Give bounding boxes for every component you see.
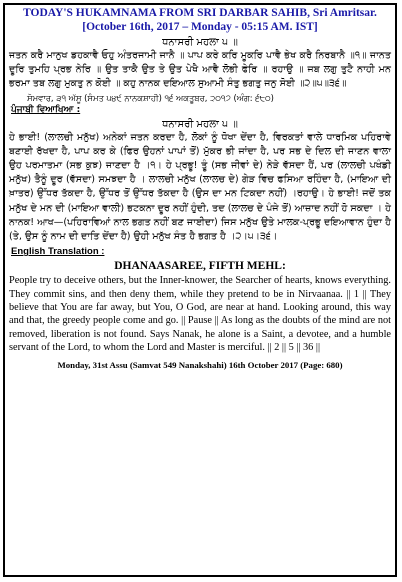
english-title: DHANAASAREE, FIFTH MEHL:: [114, 260, 286, 273]
gurmukhi-title: ਧਨਾਸਰੀ ਮਹਲਾ ੫ ॥: [162, 37, 238, 48]
punjabi-title: ਧਨਾਸਰੀ ਮਹਲਾ ੫ ॥: [162, 118, 238, 130]
page-header: [5, 6, 395, 34]
page-title: TODAY'S HUKAMNAMA FROM SRI DARBAR SAHIB, Sri Amritsar.: [23, 7, 377, 19]
date-line: [October 16th, 2017 – Monday - 05:15 AM. IST]: [82, 21, 318, 33]
english-label: English Translation :: [11, 246, 105, 258]
gurmukhi-meta: ਸੋਮਵਾਰ, ੩੧ ਅੱਸੂ (ਸੰਮਤ ੫੪੯ ਨਾਨਕਸ਼ਾਹੀ) ੧੬ ਅਕਤੂਬਰ, ੨੦੧੭ (ਅੰਗ: ੬੮੦): [27, 92, 274, 103]
punjabi-text: ਹੇ ਭਾਈ! (ਲਾਲਚੀ ਮਨੁੱਖ) ਅਨੇਕਾਂ ਜਤਨ ਕਰਦਾ ਹੈ, ਲੋਕਾਂ ਨੂੰ ਧੋਖਾ ਦੇਂਦਾ ਹੈ, ਵਿਰਕਤਾਂ ਵਾਲੇ ਧਾਰਮਿਕ ਪਹਿਰਾਵੇ ਬਣਾਈ ਰੱਖਦਾ ਹੈ, ਪਾਪ ਕਰ ਕੇ (ਫਿਰ ਉਹਨਾਂ ਪਾਪਾਂ ਤੋਂ) ਮੁੱਕਰ ਭੀ ਜਾਂਦਾ ਹੈ, ਪਰ ਸਭ ਦੇ ਦਿਲ ਦੀ ਜਾਣਨ ਵਾਲਾ ਉਹ ਪਰਮਾਤਮਾ (ਸਭ ਕੁਝ) ਜਾਣਦਾ ਹੈ ।੧। ਹੇ ਪ੍ਰਭੂ! ਤੂੰ (ਸਭ ਜੀਵਾਂ ਦੇ) ਨੇੜੇ ਵੱਸਦਾ ਹੈਂ, ਪਰ (ਲਾਲਚੀ ਪਖੰਡੀ ਮਨੁੱਖ) ਤੈਨੂੰ ਦੂਰ (ਵੱਸਦਾ) ਸਮਝਦਾ ਹੈ । ਲਾਲਚੀ ਮਨੁੱਖ (ਲਾਲਚ ਦੇ) ਗੇੜ ਵਿਚ ਫਸਿਆ ਰਹਿੰਦਾ ਹੈ, (ਮਾਇਆ ਦੀ ਖ਼ਾਤਰ) ਉੱਧਰ ਤੱਕਦਾ ਹੈ, ਉੱਧਰ ਤੋਂ ਉੱਧਰ ਤੱਕਦਾ ਹੈ (ਉਸ ਦਾ ਮਨ ਟਿਕਦਾ ਨਹੀਂ) ।ਰਹਾਉ। ਹੇ ਭਾਈ! ਜਦੋਂ ਤਕ ਮਨੁੱਖ ਦੇ ਮਨ ਦੀ (ਮਾਇਆ ਵਾਲੀ) ਭਟਕਨਾ ਦੂਰ ਨਹੀਂ ਹੁੰਦੀ, ਤਦ (ਲਾਲਚ ਦੇ ਪੰਜੇ ਤੋਂ) ਆਜ਼ਾਦ ਨਹੀਂ ਹੋ ਸਕਦਾ । ਹੇ ਨਾਨਕ! ਆਖ—(ਪਹਿਰਾਵਿਆਂ ਨਾਲ ਭਗਤ ਨਹੀਂ ਬਣ ਜਾਈਦਾ) ਜਿਸ ਮਨੁੱਖ ਉਤੇ ਮਾਲਕ-ਪ੍ਰਭੂ ਦਇਆਵਾਨ ਹੁੰਦਾ ਹੈ (ਤੇ, ਉਸ ਨੂੰ ਨਾਮ ਦੀ ਦਾਤਿ ਦੇਂਦਾ ਹੈ) ਉਹੀ ਮਨੁੱਖ ਸੰਤ ਹੈ ਭਗਤ ਹੈ ।੨।੫।੩੬।: [9, 131, 391, 243]
english-text: People try to deceive others, but the Inner-knower, the Searcher of hearts, knows everything. They commit sins, and then deny them, while they pretend to be in Nirvaanaa. || 1 || They believe that You are far away, but You, O God, are near at hand. Looking around, this way and that, the greedy people come and go. || Pause || As long as the doubts of the mind are not removed, liberation is not found. Says Nanak, he alone is a Saint, a devotee, and a humble servant of the Lord, to whom the Lord and Master is merciful. || 2 || 5 || 36 ||: [9, 275, 391, 354]
gurmukhi-text: ਜਤਨ ਕਰੈ ਮਾਨੁਖ ਡਹਕਾਵੈ ਓਹੁ ਅੰਤਰਜਾਮੀ ਜਾਨੈ ॥ ਪਾਪ ਕਰੇ ਕਰਿ ਮੂਕਰਿ ਪਾਵੈ ਭੇਖ ਕਰੈ ਨਿਰਬਾਨੈ ॥੧॥ ਜਾਨਤ ਦੂਰਿ ਤੁਮਹਿ ਪ੍ਰਭ ਨੇਰਿ ॥ ਉਤ ਤਾਕੈ ਉਤ ਤੇ ਉਤ ਪੇਖੈ ਆਵੈ ਲੋਭੀ ਫੇਰਿ ॥ ਰਹਾਉ ॥ ਜਬ ਲਗੁ ਤੁਟੈ ਨਾਹੀ ਮਨ ਭਰਮਾ ਤਬ ਲਗੁ ਮੁਕਤੁ ਨ ਕੋਈ ॥ ਕਹੁ ਨਾਨਕ ਦਇਆਲ ਸੁਆਮੀ ਸੰਤੁ ਭਗਤੁ ਜਨੁ ਸੋਈ ॥੨॥੫॥੩੬॥: [9, 50, 391, 90]
footer-date: Monday, 31st Assu (Samvat 549 Nanakshahi) 16th October 2017 (Page: 680): [57, 359, 343, 370]
punjabi-label: ਪੰਜਾਬੀ ਵਿਆਖਿਆ :: [11, 104, 81, 115]
hukamnama-page: [3, 3, 397, 577]
